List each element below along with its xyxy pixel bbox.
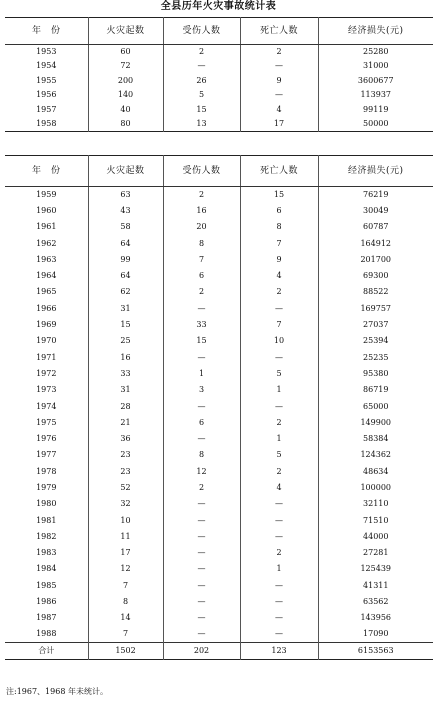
cell-injured: 2: [163, 187, 240, 203]
cell-economic-loss: 113937: [318, 88, 433, 103]
cell-year: 1954: [36, 61, 57, 71]
table-row: [5, 447, 433, 463]
table-row: [5, 561, 433, 577]
header-injured: 受伤人数: [163, 156, 240, 187]
cell-fire-count: 200: [88, 74, 163, 89]
cell-deaths: 1: [240, 382, 318, 398]
cell-economic-loss: 63562: [318, 594, 433, 610]
cell-year: 1974: [36, 401, 57, 411]
cell-fire-count: 31: [88, 301, 163, 317]
cell-economic-loss: 27037: [318, 317, 433, 333]
table-body: [5, 187, 433, 643]
table-header-row: [5, 18, 433, 45]
cell-injured: —: [163, 349, 240, 365]
table-row: [5, 203, 433, 219]
cell-injured: 7: [163, 252, 240, 268]
header-deaths: 死亡人数: [240, 156, 318, 187]
cell-year: 1986: [36, 597, 57, 607]
footnote: 注:1967、1968 年未统计。: [6, 687, 108, 696]
cell-fire-count: 99: [88, 252, 163, 268]
cell-deaths: 1: [240, 431, 318, 447]
table-row: [5, 382, 433, 398]
cell-deaths: —: [240, 496, 318, 512]
cell-economic-loss: 17090: [318, 627, 433, 643]
cell-year: 1983: [36, 548, 57, 558]
cell-economic-loss: 86719: [318, 382, 433, 398]
table-row: [5, 480, 433, 496]
cell-economic-loss: 95380: [318, 366, 433, 382]
cell-deaths: 7: [240, 235, 318, 251]
cell-injured: 2: [163, 45, 240, 60]
table-header-row: [5, 156, 433, 187]
cell-economic-loss: 76219: [318, 187, 433, 203]
cell-injured: —: [163, 545, 240, 561]
table-row: [5, 187, 433, 203]
cell-economic-loss: 65000: [318, 398, 433, 414]
cell-injured: 13: [163, 117, 240, 132]
cell-fire-count: 43: [88, 203, 163, 219]
cell-injured: —: [163, 610, 240, 626]
cell-injured: —: [163, 398, 240, 414]
cell-injured: 6: [163, 268, 240, 284]
cell-fire-count: 17: [88, 545, 163, 561]
cell-injured: 2: [163, 284, 240, 300]
table-row: [5, 464, 433, 480]
fire-stats-table-1959-1988: [5, 155, 433, 660]
cell-year: 1987: [36, 613, 57, 623]
cell-economic-loss: 99119: [318, 103, 433, 118]
table-row: [5, 284, 433, 300]
cell-injured: 33: [163, 317, 240, 333]
cell-deaths: 17: [240, 117, 318, 132]
cell-deaths: 8: [240, 219, 318, 235]
cell-economic-loss: 125439: [318, 561, 433, 577]
cell-year: 1961: [36, 222, 57, 232]
cell-fire-count: 31: [88, 382, 163, 398]
cell-economic-loss: 88522: [318, 284, 433, 300]
cell-deaths: 5: [240, 447, 318, 463]
cell-economic-loss: 30049: [318, 203, 433, 219]
table-row: [5, 317, 433, 333]
header-economic-loss: 经济损失(元): [318, 156, 433, 187]
cell-fire-count: 23: [88, 464, 163, 480]
cell-fire-count: 64: [88, 235, 163, 251]
header-economic-loss: 经济损失(元): [318, 18, 433, 45]
cell-year: 1970: [36, 336, 57, 346]
cell-year: 1971: [36, 352, 57, 362]
cell-year: 1973: [36, 385, 57, 395]
cell-deaths: —: [240, 59, 318, 74]
cell-economic-loss: 32110: [318, 496, 433, 512]
cell-injured: —: [163, 496, 240, 512]
cell-deaths: 10: [240, 333, 318, 349]
cell-injured: —: [163, 301, 240, 317]
cell-injured: 5: [163, 88, 240, 103]
cell-year: 1976: [36, 434, 57, 444]
cell-injured: 1: [163, 366, 240, 382]
table-row: [5, 512, 433, 528]
table-row: [5, 415, 433, 431]
cell-fire-count: 25: [88, 333, 163, 349]
cell-economic-loss: 71510: [318, 512, 433, 528]
cell-deaths: 6: [240, 203, 318, 219]
cell-year: 1985: [36, 580, 57, 590]
cell-year: 1975: [36, 417, 57, 427]
cell-deaths: 1: [240, 561, 318, 577]
table-row: [5, 219, 433, 235]
cell-injured: 26: [163, 74, 240, 89]
cell-deaths: —: [240, 349, 318, 365]
cell-injured: 8: [163, 235, 240, 251]
cell-fire-count: 21: [88, 415, 163, 431]
cell-economic-loss: 124362: [318, 447, 433, 463]
cell-injured: 15: [163, 333, 240, 349]
cell-deaths: 2: [240, 45, 318, 60]
header-injured: 受伤人数: [163, 18, 240, 45]
cell-injured: —: [163, 578, 240, 594]
cell-deaths: —: [240, 610, 318, 626]
cell-fire-count: 8: [88, 594, 163, 610]
table-row: [5, 627, 433, 643]
cell-injured: —: [163, 627, 240, 643]
cell-year: 1956: [36, 90, 57, 100]
table-row: [5, 431, 433, 447]
cell-deaths: 2: [240, 284, 318, 300]
table-row: [5, 545, 433, 561]
cell-economic-loss: 44000: [318, 529, 433, 545]
table-row: [5, 610, 433, 626]
cell-economic-loss: 3600677: [318, 74, 433, 89]
cell-year: 1977: [36, 450, 57, 460]
header-deaths: 死亡人数: [240, 18, 318, 45]
cell-economic-loss: 149900: [318, 415, 433, 431]
table-row: [5, 235, 433, 251]
table-row: [5, 301, 433, 317]
cell-fire-count: 28: [88, 398, 163, 414]
cell-fire-count: 72: [88, 59, 163, 74]
table-row: [5, 103, 433, 118]
cell-injured: 12: [163, 464, 240, 480]
total-deaths: 123: [240, 643, 318, 660]
table-row: [5, 59, 433, 74]
cell-injured: 20: [163, 219, 240, 235]
cell-fire-count: 16: [88, 349, 163, 365]
table-row: [5, 333, 433, 349]
table-row: [5, 74, 433, 89]
table-row: [5, 594, 433, 610]
cell-economic-loss: 100000: [318, 480, 433, 496]
cell-year: 1978: [36, 466, 57, 476]
header-fire-count: 火灾起数: [88, 156, 163, 187]
table-row: [5, 268, 433, 284]
total-label: 合计: [5, 643, 88, 660]
cell-year: 1969: [36, 320, 57, 330]
cell-fire-count: 64: [88, 268, 163, 284]
cell-year: 1980: [36, 499, 57, 509]
total-economic-loss: 6153563: [318, 643, 433, 660]
header-fire-count: 火灾起数: [88, 18, 163, 45]
cell-injured: —: [163, 431, 240, 447]
cell-deaths: —: [240, 88, 318, 103]
cell-deaths: 15: [240, 187, 318, 203]
table-row: [5, 88, 433, 103]
cell-economic-loss: 169757: [318, 301, 433, 317]
cell-economic-loss: 60787: [318, 219, 433, 235]
cell-deaths: 4: [240, 268, 318, 284]
cell-injured: —: [163, 561, 240, 577]
cell-year: 1964: [36, 271, 57, 281]
cell-fire-count: 15: [88, 317, 163, 333]
cell-deaths: 2: [240, 545, 318, 561]
cell-deaths: —: [240, 529, 318, 545]
cell-year: 1963: [36, 254, 57, 264]
cell-economic-loss: 164912: [318, 235, 433, 251]
cell-year: 1960: [36, 205, 57, 215]
cell-deaths: —: [240, 398, 318, 414]
cell-deaths: 2: [240, 415, 318, 431]
table-row: [5, 349, 433, 365]
cell-fire-count: 62: [88, 284, 163, 300]
cell-fire-count: 12: [88, 561, 163, 577]
cell-fire-count: 7: [88, 627, 163, 643]
table-row: [5, 578, 433, 594]
total-row: [5, 643, 433, 660]
cell-deaths: 4: [240, 480, 318, 496]
cell-deaths: —: [240, 512, 318, 528]
cell-deaths: 5: [240, 366, 318, 382]
page-title: 全县历年火灾事故统计表: [160, 1, 277, 12]
table-row: [5, 252, 433, 268]
cell-injured: 3: [163, 382, 240, 398]
table-row: [5, 117, 433, 132]
cell-economic-loss: 50000: [318, 117, 433, 132]
cell-injured: 6: [163, 415, 240, 431]
cell-year: 1959: [36, 189, 57, 199]
cell-year: 1984: [36, 564, 57, 574]
cell-year: 1953: [36, 47, 57, 56]
total-fire-count: 1502: [88, 643, 163, 660]
cell-economic-loss: 201700: [318, 252, 433, 268]
cell-fire-count: 11: [88, 529, 163, 545]
cell-year: 1979: [36, 482, 57, 492]
cell-year: 1955: [36, 75, 57, 85]
fire-stats-table-1953-1958: [5, 17, 433, 132]
cell-deaths: —: [240, 578, 318, 594]
cell-deaths: —: [240, 627, 318, 643]
cell-economic-loss: 69300: [318, 268, 433, 284]
cell-injured: —: [163, 59, 240, 74]
table-row: [5, 366, 433, 382]
cell-fire-count: 23: [88, 447, 163, 463]
cell-economic-loss: 25235: [318, 349, 433, 365]
cell-economic-loss: 58384: [318, 431, 433, 447]
cell-injured: 8: [163, 447, 240, 463]
cell-deaths: 2: [240, 464, 318, 480]
table-row: [5, 45, 433, 60]
cell-fire-count: 10: [88, 512, 163, 528]
cell-fire-count: 33: [88, 366, 163, 382]
cell-fire-count: 7: [88, 578, 163, 594]
cell-fire-count: 52: [88, 480, 163, 496]
cell-year: 1962: [36, 238, 57, 248]
cell-year: 1957: [36, 104, 57, 114]
cell-fire-count: 32: [88, 496, 163, 512]
cell-economic-loss: 143956: [318, 610, 433, 626]
cell-year: 1966: [36, 303, 57, 313]
cell-injured: 15: [163, 103, 240, 118]
cell-deaths: 7: [240, 317, 318, 333]
cell-year: 1958: [36, 119, 57, 128]
cell-fire-count: 63: [88, 187, 163, 203]
total-injured: 202: [163, 643, 240, 660]
table-row: [5, 398, 433, 414]
cell-deaths: 4: [240, 103, 318, 118]
cell-injured: —: [163, 594, 240, 610]
cell-economic-loss: 27281: [318, 545, 433, 561]
cell-injured: —: [163, 529, 240, 545]
cell-deaths: —: [240, 594, 318, 610]
cell-year: 1988: [36, 629, 57, 639]
header-year: 年 份: [5, 18, 88, 45]
table-row: [5, 529, 433, 545]
cell-fire-count: 60: [88, 45, 163, 60]
cell-fire-count: 40: [88, 103, 163, 118]
cell-economic-loss: 31000: [318, 59, 433, 74]
cell-economic-loss: 48634: [318, 464, 433, 480]
cell-economic-loss: 25280: [318, 45, 433, 60]
table-body: [5, 45, 433, 132]
cell-year: 1972: [36, 368, 57, 378]
cell-deaths: —: [240, 301, 318, 317]
cell-year: 1965: [36, 287, 57, 297]
cell-fire-count: 14: [88, 610, 163, 626]
cell-economic-loss: 25394: [318, 333, 433, 349]
cell-fire-count: 58: [88, 219, 163, 235]
cell-deaths: 9: [240, 74, 318, 89]
cell-economic-loss: 41311: [318, 578, 433, 594]
table-row: [5, 496, 433, 512]
cell-fire-count: 80: [88, 117, 163, 132]
cell-fire-count: 36: [88, 431, 163, 447]
cell-fire-count: 140: [88, 88, 163, 103]
cell-injured: 16: [163, 203, 240, 219]
cell-year: 1981: [36, 515, 57, 525]
cell-injured: 2: [163, 480, 240, 496]
header-year: 年 份: [5, 156, 88, 187]
cell-year: 1982: [36, 531, 57, 541]
cell-deaths: 9: [240, 252, 318, 268]
cell-injured: —: [163, 512, 240, 528]
